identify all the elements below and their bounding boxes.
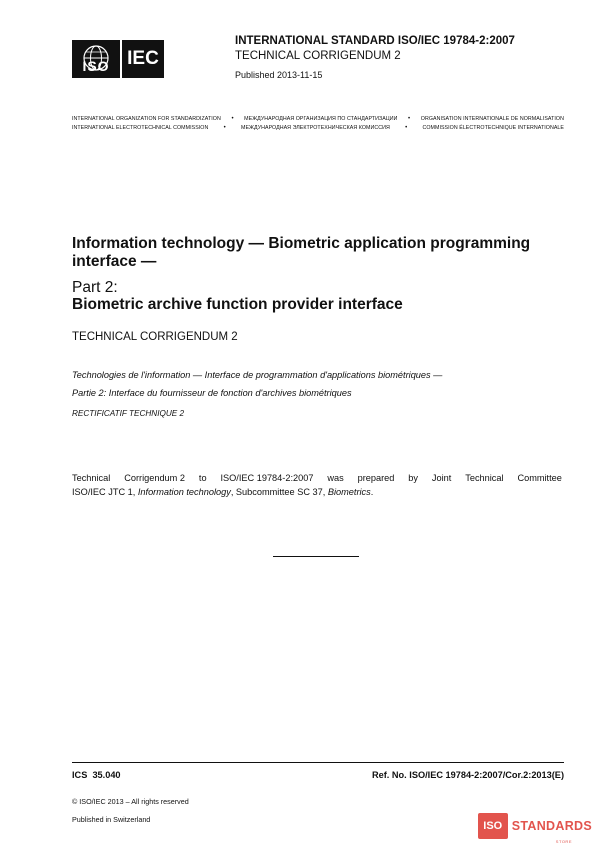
french-title: Technologies de l'information — Interface de programmation d'applications biométriques — — [72, 370, 443, 380]
footer-rule — [72, 762, 564, 763]
part-label: Part 2: — [72, 279, 118, 296]
iso-iec-logo — [72, 40, 164, 78]
word: prepared — [357, 473, 395, 483]
preparation-paragraph — [72, 471, 562, 499]
org-name: МЕЖДУНАРОДНАЯ ЭЛЕКТРОТЕХНИЧЕСКАЯ КОМИССИЯ — [241, 125, 390, 131]
document-title: Information technology — Biometric application programming interface — — [72, 235, 531, 270]
org-name: COMMISSION ÉLECTROTECHNIQUE INTERNATIONALE — [422, 125, 564, 131]
separator-dot: • — [231, 116, 234, 122]
technical-corrigendum: TECHNICAL CORRIGENDUM 2 — [72, 331, 238, 343]
word: to — [198, 473, 207, 483]
paragraph-line-1 — [72, 471, 562, 485]
org-name: МЕЖДУНАРОДНАЯ ОРГАНИЗАЦИЯ ПО СТАНДАРТИЗАЦИИ — [244, 116, 398, 122]
divider-line — [273, 556, 359, 557]
published-date: Published 2013-11-15 — [235, 70, 323, 80]
word: Committee — [517, 473, 562, 483]
word: Technical — [465, 473, 504, 483]
org-name: INTERNATIONAL ELECTROTECHNICAL COMMISSION — [72, 125, 209, 131]
watermark-text: STANDARDS — [511, 819, 592, 833]
french-part: Partie 2: Interface du fournisseur de fonction d'archives biométriques — [72, 388, 352, 398]
watermark-subtext: STORE — [555, 839, 572, 844]
paragraph-line-2 — [72, 485, 562, 499]
iso-logo-text: ISO — [82, 58, 110, 74]
word: ISO/IEC 19784-2:2007 — [220, 473, 314, 483]
org-name: INTERNATIONAL ORGANIZATION FOR STANDARDIZATION — [72, 116, 221, 122]
ics-label: ICS — [72, 770, 88, 780]
text-segment: , Subcommittee SC 37, — [230, 487, 328, 497]
org-row-2 — [72, 125, 564, 131]
word: was — [327, 473, 344, 483]
separator-dot: • — [405, 125, 408, 131]
standards-store-watermark — [478, 813, 592, 844]
word: Joint — [431, 473, 452, 483]
committee-name: Information technology — [137, 487, 231, 497]
iso-logo — [72, 40, 120, 78]
standard-title: INTERNATIONAL STANDARD ISO/IEC 19784-2:2007 — [235, 35, 515, 47]
published-in: Published in Switzerland — [72, 815, 151, 824]
iec-logo: IEC — [122, 40, 164, 78]
org-row-1 — [72, 116, 564, 122]
text-segment: ISO/IEC JTC 1, — [72, 487, 138, 497]
french-corrigendum: RECTIFICATIF TECHNIQUE 2 — [72, 409, 185, 418]
word: by — [408, 473, 419, 483]
word: Technical — [72, 473, 111, 483]
subcommittee-name: Biometrics — [327, 487, 371, 497]
word: Corrigendum 2 — [124, 473, 185, 483]
separator-dot: • — [223, 125, 226, 131]
ics-value: 35.040 — [92, 770, 121, 780]
org-name: ORGANISATION INTERNATIONALE DE NORMALISATION — [420, 116, 564, 122]
text-segment: . — [370, 487, 374, 497]
corrigendum-label: TECHNICAL CORRIGENDUM 2 — [235, 50, 401, 62]
reference-number: Ref. No. ISO/IEC 19784-2:2007/Cor.2:2013(E) — [372, 770, 564, 780]
copyright-notice: © ISO/IEC 2013 – All rights reserved — [72, 797, 189, 806]
ics-code — [72, 770, 121, 780]
part-name: Biometric archive function provider interface — [72, 296, 403, 313]
separator-dot: • — [408, 116, 411, 122]
watermark-iso-badge: ISO — [478, 813, 508, 839]
